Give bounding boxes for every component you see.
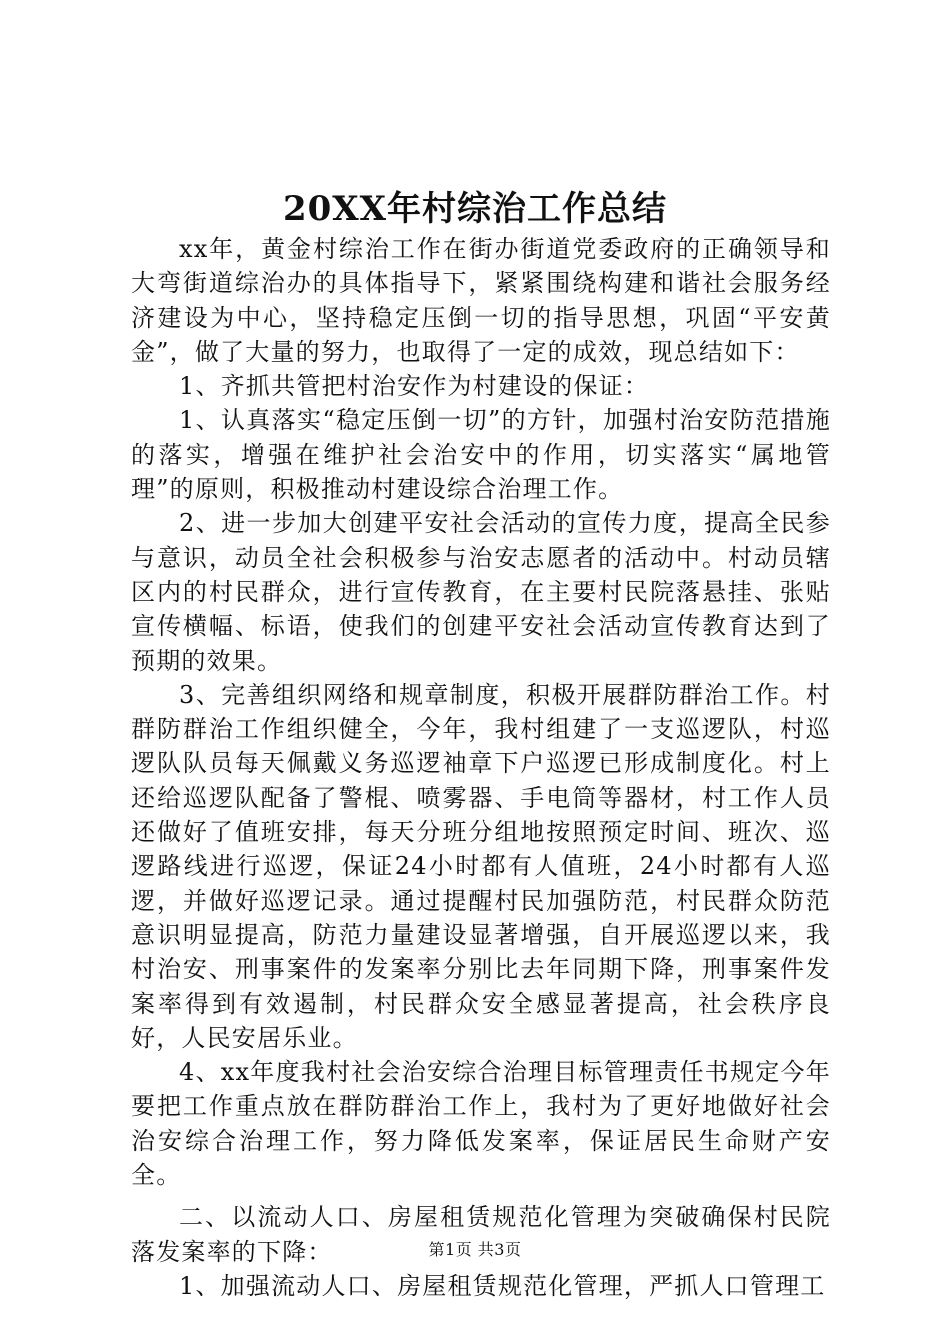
paragraph-item-1: 1、认真落实“稳定压倒一切”的方针，加强村治安防范措施的落实，增强在维护社会治安中的作用，切实落实“属地管理”的原则，积极推动村建设综合治理工作。 bbox=[131, 406, 831, 504]
paragraph-intro: xx年，黄金村综治工作在街办街道党委政府的正确领导和大弯街道综治办的具体指导下，紧紧围绕构建和谐社会服务经济建设为中心，坚持稳定压倒一切的指导思想，巩固“平安黄金”，做了大量的努力，也取得了一定的成效，现总结如下： bbox=[131, 235, 831, 366]
paragraph-item-3: 3、完善组织网络和规章制度，积极开展群防群治工作。村群防群治工作组织健全，今年，我村组建了一支巡逻队，村巡逻队队员每天佩戴义务巡逻袖章下户巡逻已形成制度化。村上还给巡逻队配备了警棍、喷雾器、手电筒等器材，村工作人员还做好了值班安排，每天分班分组地按照预定时间、班次、巡逻路线进行巡逻，保证24小时都有人值班，24小时都有人巡逻，并做好巡逻记录。通过提醒村民加强防范，村民群众防范意识明显提高，防范力量建设显著增强，自开展巡逻以来，我村治安、刑事案件的发案率分别比去年同期下降，刑事案件发案率得到有效遏制，村民群众安全感显著提高，社会秩序良好，人民安居乐业。 bbox=[131, 680, 831, 1052]
paragraph-section-1-heading: 1、齐抓共管把村治安作为村建设的保证： bbox=[179, 372, 650, 401]
paragraph-section-2-heading: 二、以流动人口、房屋租赁规范化管理为突破确保村民院落发案率的下降： bbox=[131, 1203, 831, 1266]
document-title: 20XX年村综治工作总结 bbox=[282, 189, 668, 229]
paragraph-item-4: 4、xx年度我村社会治安综合治理目标管理责任书规定今年要把工作重点放在群防群治工作上，我村为了更好地做好社会治安综合治理工作，努力降低发案率，保证居民生命财产安全。 bbox=[131, 1058, 831, 1190]
page-indicator: 第1页 共3页 bbox=[428, 1240, 522, 1259]
paragraph-section-2-item-1: 1、加强流动人口、房屋租赁规范化管理，严抓人口管理工 bbox=[179, 1271, 826, 1300]
paragraph-item-2: 2、进一步加大创建平安社会活动的宣传力度，提高全民参与意识，动员全社会积极参与治安志愿者的活动中。村动员辖区内的村民群众，进行宣传教育，在主要村民院落悬挂、张贴宣传横幅、标语，使我们的创建平安社会活动宣传教育达到了预期的效果。 bbox=[131, 509, 831, 675]
document-body bbox=[131, 232, 831, 1303]
